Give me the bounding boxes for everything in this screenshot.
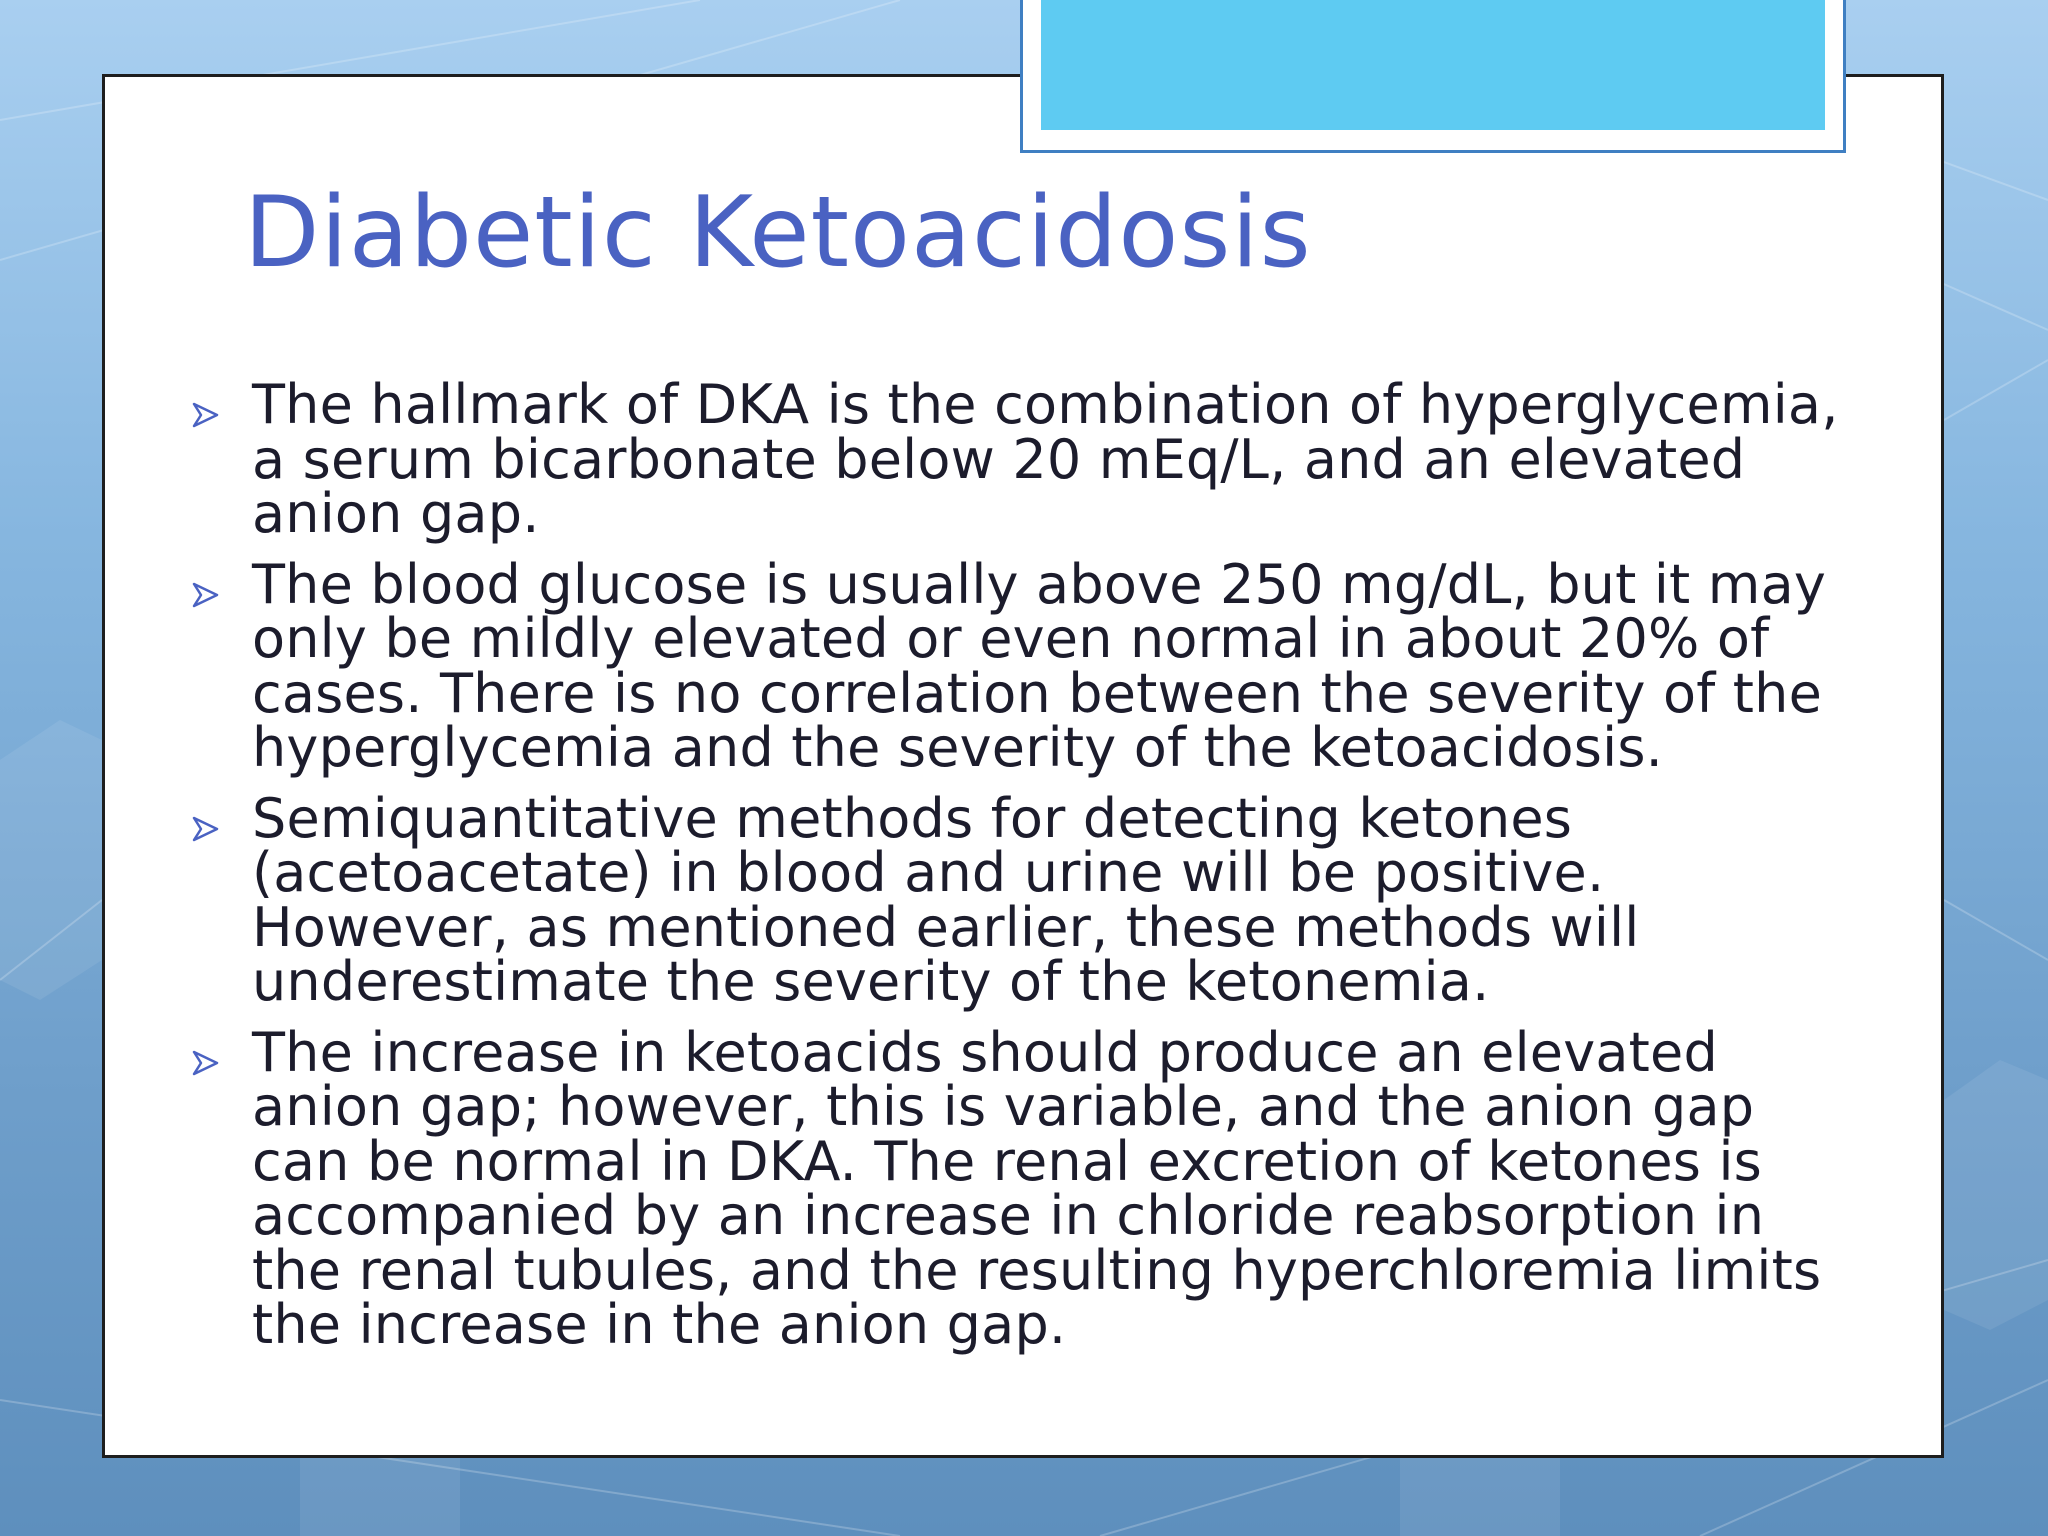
accent-tab-fill bbox=[1041, 0, 1825, 130]
list-item bbox=[190, 1020, 1850, 1356]
list-item bbox=[190, 786, 1850, 1013]
accent-tab bbox=[1020, 0, 1846, 153]
bullet-list bbox=[190, 373, 1850, 1369]
arrowhead-bullet-icon bbox=[190, 1048, 220, 1078]
list-item bbox=[190, 373, 1850, 545]
list-item bbox=[190, 552, 1850, 779]
arrowhead-bullet-icon bbox=[190, 580, 220, 610]
arrowhead-bullet-icon bbox=[190, 400, 220, 430]
slide-title: Diabetic Ketoacidosis bbox=[244, 176, 1312, 290]
bullet-text: Semiquantitative methods for detecting ketones (acetoacetate) in blood and urine will be positive. However, as mentioned earlier, these methods will underestimate the severity of the ketonemia. bbox=[252, 786, 1640, 1013]
bullet-text: The increase in ketoacids should produce an elevated anion gap; however, this is variable, and the anion gap can be normal in DKA. The renal excretion of ketones is accompanied by an increase in chloride reabsorption in the renal tubules, and the resulting hyperchloremia limits the increase in the anion gap. bbox=[252, 1020, 1822, 1356]
arrowhead-bullet-icon bbox=[190, 814, 220, 844]
bullet-text: The blood glucose is usually above 250 mg/dL, but it may only be mildly elevated or even normal in about 20% of cases. There is no correlation between the severity of the hyperglycemia and the severity of the ketoacidosis. bbox=[252, 552, 1827, 779]
bullet-text: The hallmark of DKA is the combination of hyperglycemia, a serum bicarbonate below 20 mEq/L, and an elevated anion gap. bbox=[252, 373, 1839, 545]
